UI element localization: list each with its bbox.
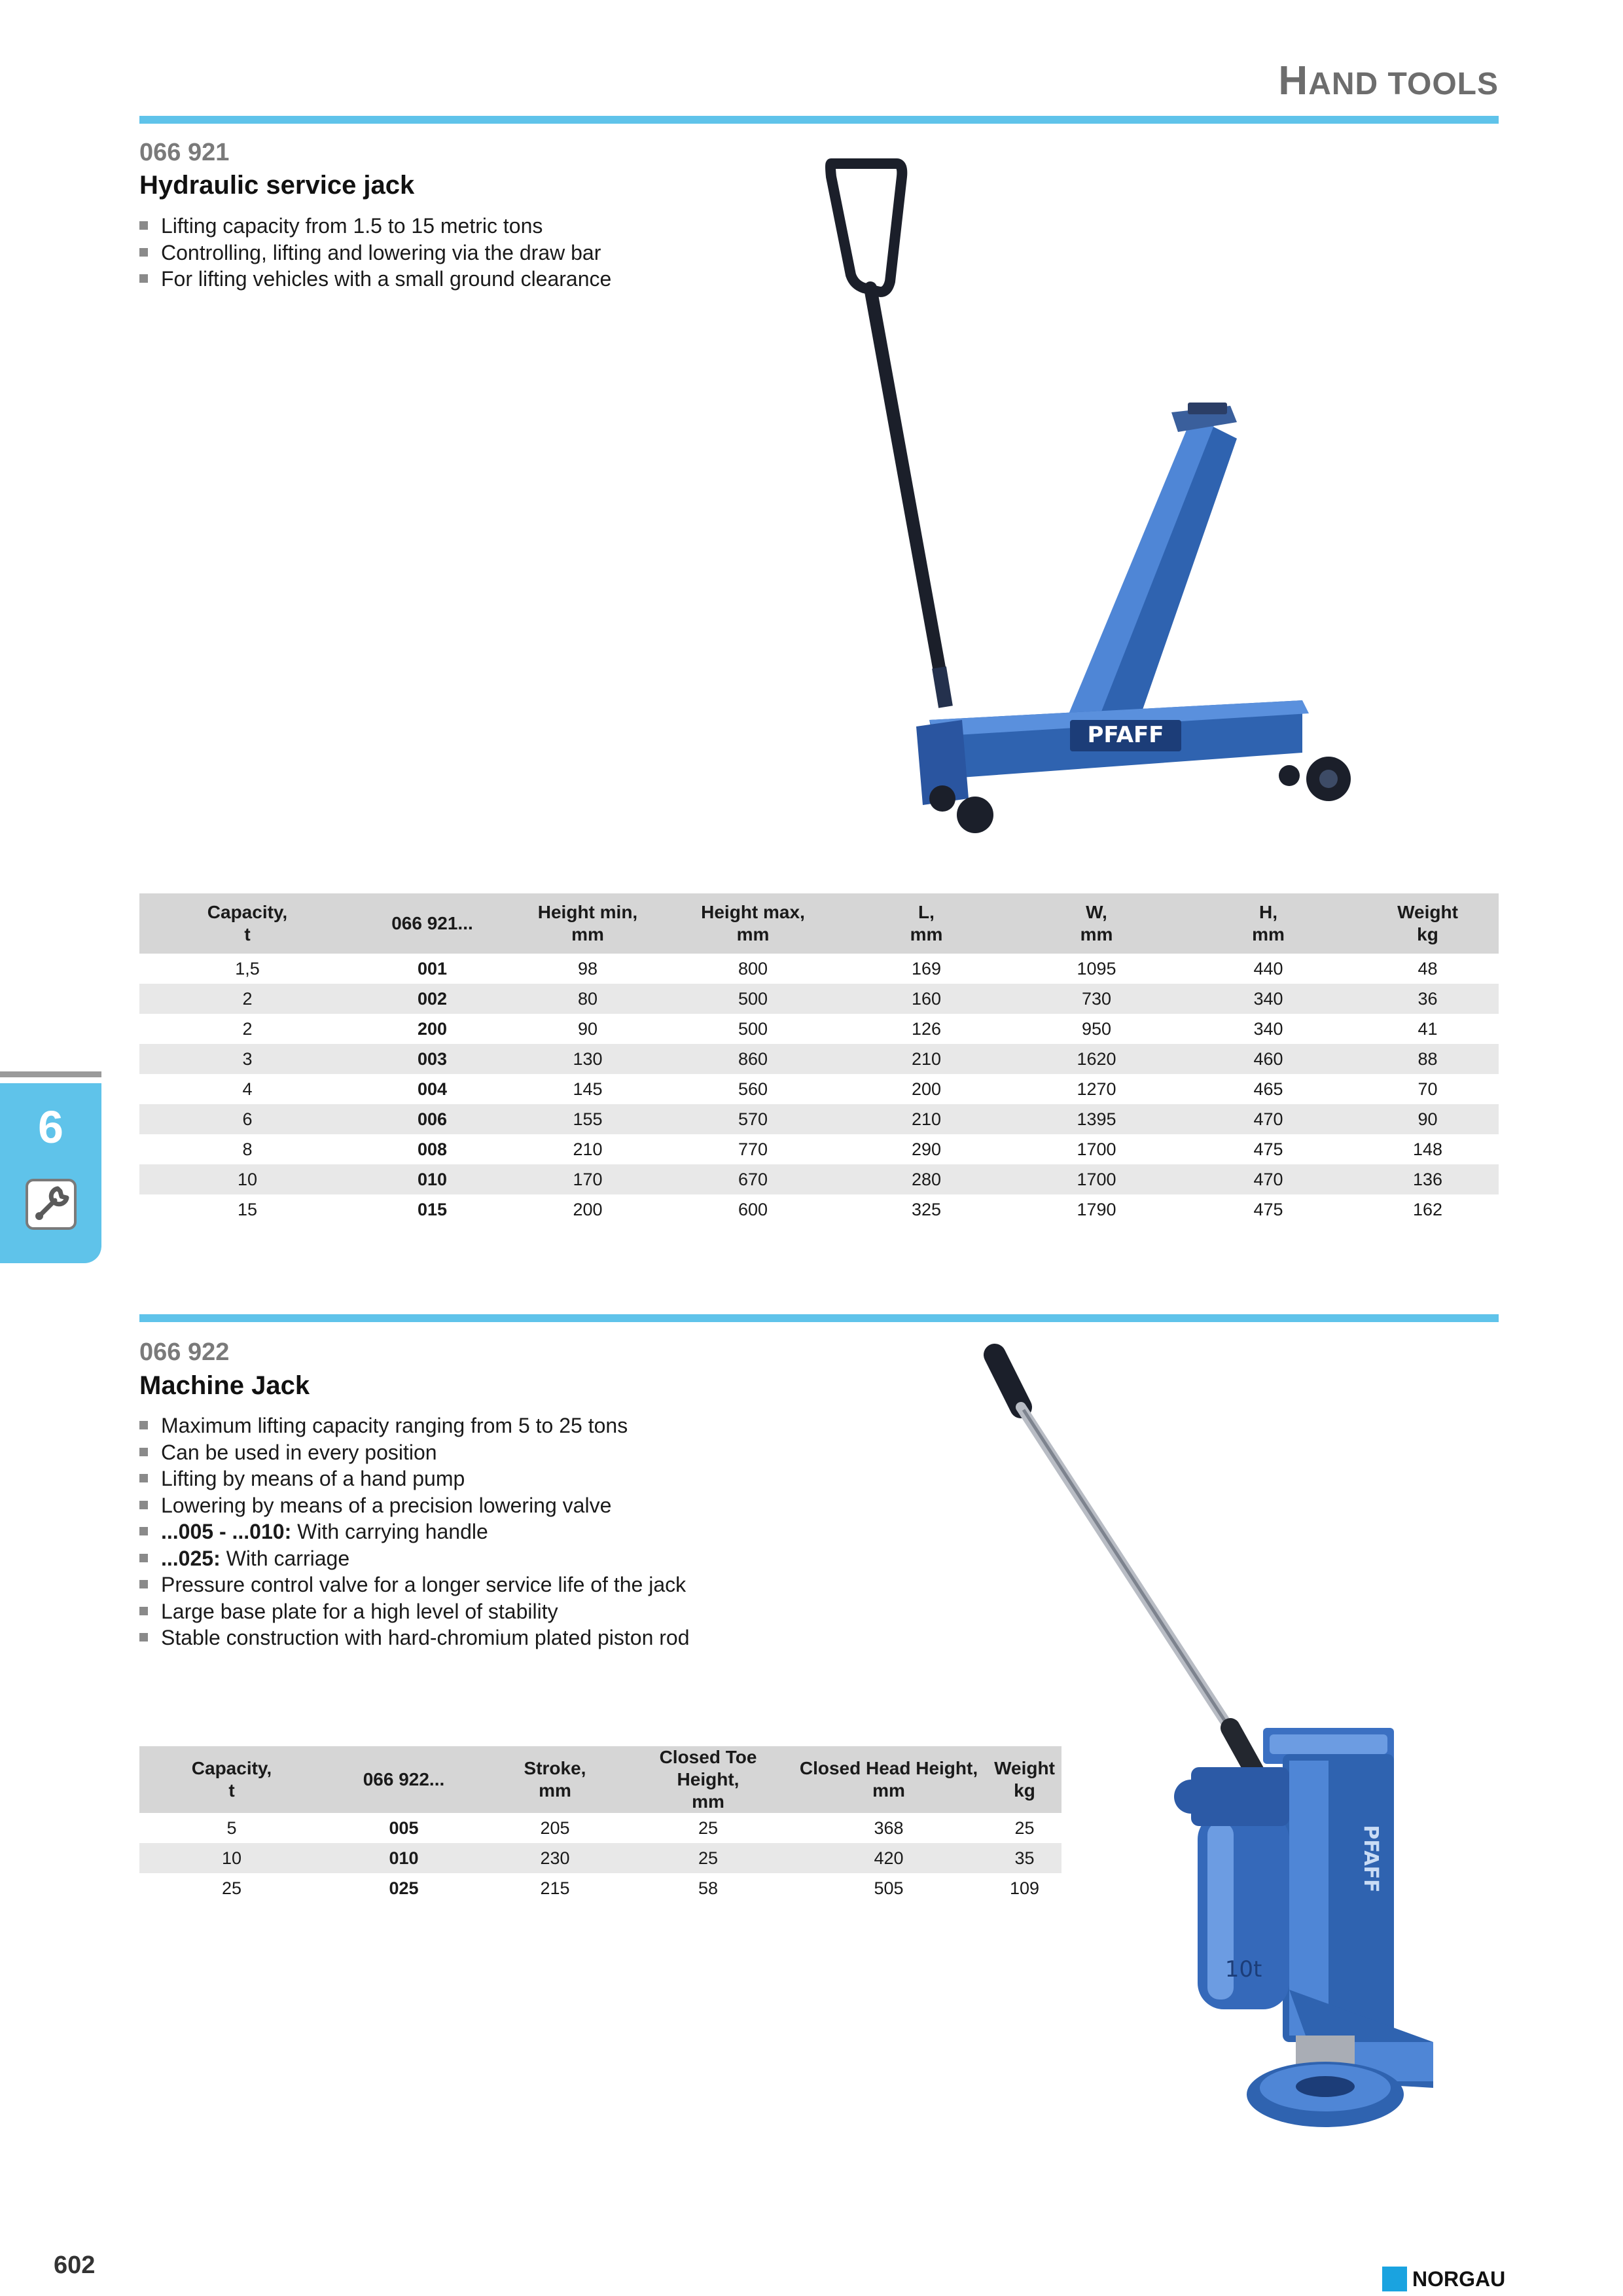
bullet-icon	[139, 1501, 148, 1509]
jack-logo: PFAFF	[1087, 722, 1164, 748]
table-row: 4 004 145 560 200 1270 465 70	[242, 1079, 1438, 1099]
feature-item: Lifting by means of a hand pump	[139, 1465, 690, 1492]
bullet-icon	[139, 221, 148, 230]
wrench-icon	[25, 1178, 77, 1230]
page-number: 602	[54, 2251, 96, 2279]
bullet-icon	[139, 248, 148, 257]
brand-name: NORGAU	[1412, 2267, 1506, 2291]
col-header: Weight kg	[1357, 893, 1499, 954]
product-code: 066 922	[139, 1338, 230, 1366]
bullet-icon	[139, 1607, 148, 1615]
feature-item: Pressure control valve for a longer service life of the jack	[139, 1571, 690, 1598]
col-header: Weight kg	[988, 1746, 1061, 1813]
bullet-icon	[139, 1633, 148, 1641]
section-title	[1278, 58, 1499, 104]
table-header-row	[139, 1746, 1061, 1813]
table-row: 3 003 130 860 210 1620 460 88	[139, 1044, 1499, 1074]
table-row: 2 002 80 500 160 730 340 36	[139, 984, 1499, 1014]
col-header: Closed Toe Height, mm	[626, 1746, 790, 1813]
chapter-number: 6	[38, 1102, 63, 1153]
table-row: 1,5 001 98 800 169 1095 440 48	[235, 958, 1438, 978]
section-title-initial: H	[1278, 58, 1309, 103]
feature-item: ...005 - ...010: With carrying handle	[139, 1518, 690, 1545]
brand-logo-icon	[1382, 2267, 1407, 2291]
feature-item: Maximum lifting capacity ranging from 5 to 25 tons	[139, 1412, 690, 1439]
table-row: 10 010 170 670 280 1700 470 136	[139, 1164, 1499, 1194]
col-header: Height min, mm	[509, 893, 666, 954]
table-row: 6 006 155 570 210 1395 470 90	[139, 1104, 1499, 1134]
table-row: 2 200 90 500 126 950 340 41	[242, 1018, 1438, 1039]
section-divider	[139, 116, 1499, 124]
section-title-rest: AND TOOLS	[1308, 67, 1499, 101]
feature-item: Stable construction with hard-chromium plated piston rod	[139, 1624, 690, 1651]
feature-list	[139, 213, 611, 293]
bullet-icon	[139, 274, 148, 283]
service-jack-image	[805, 151, 1466, 864]
bullet-icon	[139, 1527, 148, 1535]
spec-table	[139, 1746, 1061, 1903]
col-header: Capacity, t	[139, 893, 355, 954]
bullet-icon	[139, 1421, 148, 1429]
col-header: Stroke, mm	[484, 1746, 626, 1813]
spec-table	[139, 893, 1499, 1225]
jack-logo: PFAFF	[1359, 1825, 1382, 1893]
table-row: 25 025 215 58 505 109	[221, 1878, 1040, 1898]
product-code: 066 921	[139, 139, 230, 166]
table-row: 5 005 205 25 368 25	[226, 1818, 1035, 1838]
product-title: Machine Jack	[139, 1371, 310, 1400]
col-header: L, mm	[840, 893, 1013, 954]
col-header: Capacity, t	[139, 1746, 324, 1813]
feature-item: ...025: With carriage	[139, 1545, 690, 1572]
product-title: Hydraulic service jack	[139, 171, 415, 200]
side-tab-divider	[0, 1071, 101, 1077]
table-row: 8 008 210 770 290 1700 475 148	[242, 1139, 1443, 1159]
col-header: 066 921...	[355, 893, 509, 954]
feature-item: Large base plate for a high level of stability	[139, 1598, 690, 1625]
table-row: 15 015 200 600 325 1790 475 162	[237, 1199, 1443, 1219]
col-header: Closed Head Height, mm	[790, 1746, 988, 1813]
feature-item: Can be used in every position	[139, 1439, 690, 1466]
table-header-row	[139, 893, 1499, 954]
bullet-icon	[139, 1554, 148, 1562]
col-header: Height max, mm	[666, 893, 840, 954]
bullet-icon	[139, 1580, 148, 1588]
bullet-icon	[139, 1474, 148, 1482]
feature-item: Controlling, lifting and lowering via the draw bar	[139, 240, 611, 266]
table-row: 10 010 230 25 420 35	[139, 1843, 1061, 1873]
feature-list	[139, 1412, 690, 1651]
col-header: H, mm	[1180, 893, 1357, 954]
col-header: W, mm	[1013, 893, 1180, 954]
capacity-label: 10t	[1224, 1956, 1262, 1982]
section-divider	[139, 1314, 1499, 1322]
feature-item: Lowering by means of a precision lowering valve	[139, 1492, 690, 1519]
bullet-icon	[139, 1448, 148, 1456]
col-header: 066 922...	[324, 1746, 484, 1813]
feature-item: Lifting capacity from 1.5 to 15 metric tons	[139, 213, 611, 240]
feature-item: For lifting vehicles with a small ground clearance	[139, 266, 611, 293]
